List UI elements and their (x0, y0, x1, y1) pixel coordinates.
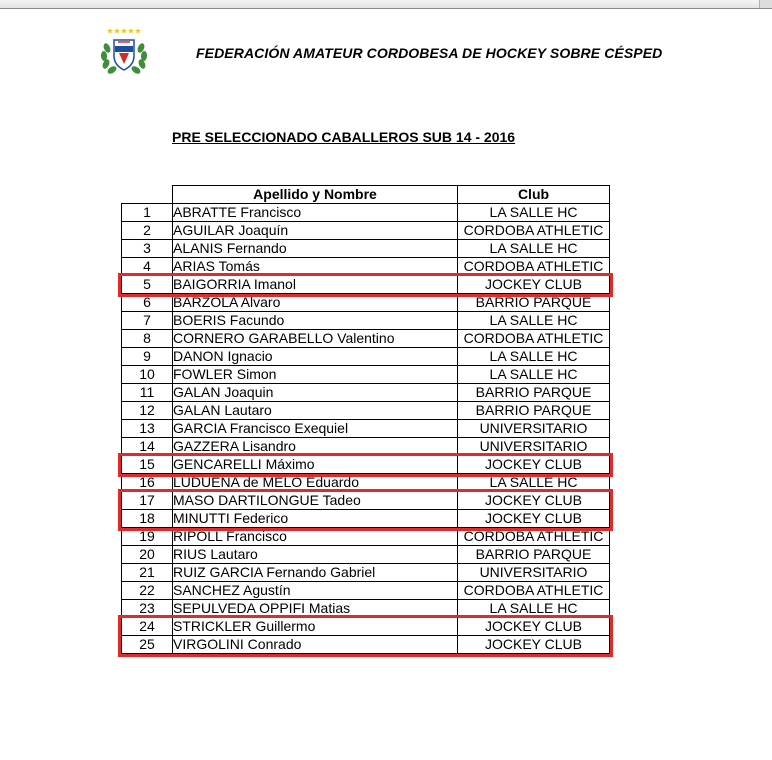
player-number: 3 (122, 240, 173, 258)
table-row (122, 204, 610, 222)
table-row (122, 222, 610, 240)
player-name: DANON Ignacio (173, 348, 458, 366)
player-number: 12 (122, 402, 173, 420)
player-club: UNIVERSITARIO (458, 420, 610, 438)
player-number: 22 (122, 582, 173, 600)
player-club: UNIVERSITARIO (458, 438, 610, 456)
federation-title: FEDERACIÓN AMATEUR CORDOBESA DE HOCKEY SOBRE CÉSPED (196, 45, 663, 61)
player-number: 13 (122, 420, 173, 438)
player-name: GALAN Joaquin (173, 384, 458, 402)
scrollbar-corner (759, 0, 772, 8)
player-club: UNIVERSITARIO (458, 564, 610, 582)
player-club: CORDOBA ATHLETIC (458, 330, 610, 348)
player-club: LA SALLE HC (458, 240, 610, 258)
player-club: JOCKEY CLUB (458, 510, 610, 528)
player-name: GALAN Lautaro (173, 402, 458, 420)
table-row (122, 312, 610, 330)
player-name: AGUILAR Joaquín (173, 222, 458, 240)
player-name: BOERIS Facundo (173, 312, 458, 330)
table-row (122, 384, 610, 402)
player-name: RUIZ GARCIA Fernando Gabriel (173, 564, 458, 582)
document-title: PRE SELECCIONADO CABALLEROS SUB 14 - 2016 (172, 129, 516, 145)
table-row (122, 294, 610, 312)
viewer-top-edge (0, 0, 772, 9)
player-name: BARZOLA Alvaro (173, 294, 458, 312)
table-row (122, 528, 610, 546)
player-club: BARRIO PARQUE (458, 294, 610, 312)
table-row (122, 276, 610, 294)
table-row (122, 402, 610, 420)
player-club: BARRIO PARQUE (458, 402, 610, 420)
star-icon (128, 28, 134, 34)
player-club: JOCKEY CLUB (458, 492, 610, 510)
table-row (122, 582, 610, 600)
player-club: CORDOBA ATHLETIC (458, 582, 610, 600)
table-row (122, 546, 610, 564)
federation-logo (98, 26, 150, 78)
player-club: CORDOBA ATHLETIC (458, 258, 610, 276)
player-number: 2 (122, 222, 173, 240)
player-name: FOWLER Simon (173, 366, 458, 384)
player-number: 15 (122, 456, 173, 474)
player-name: GENCARELLI Máximo (173, 456, 458, 474)
player-club: CORDOBA ATHLETIC (458, 528, 610, 546)
player-name: VIRGOLINI Conrado (173, 636, 458, 654)
player-number: 11 (122, 384, 173, 402)
player-number: 6 (122, 294, 173, 312)
table-header-row (122, 186, 610, 204)
player-name: MASO DARTILONGUE Tadeo (173, 492, 458, 510)
table-row (122, 618, 610, 636)
player-number: 16 (122, 474, 173, 492)
player-name: GARCIA Francisco Exequiel (173, 420, 458, 438)
player-name: ARIAS Tomás (173, 258, 458, 276)
player-name: RIUS Lautaro (173, 546, 458, 564)
player-name: RIPOLL Francisco (173, 528, 458, 546)
player-name: LUDUEÑA de MELO Eduardo (173, 474, 458, 492)
player-club: BARRIO PARQUE (458, 384, 610, 402)
shield-icon (114, 40, 134, 70)
player-club: LA SALLE HC (458, 366, 610, 384)
logo-stars (107, 28, 141, 34)
player-name: MINUTTI Federico (173, 510, 458, 528)
column-header-name: Apellido y Nombre (173, 186, 458, 204)
table-row (122, 438, 610, 456)
player-club: JOCKEY CLUB (458, 456, 610, 474)
player-number: 25 (122, 636, 173, 654)
player-club: BARRIO PARQUE (458, 546, 610, 564)
player-number: 17 (122, 492, 173, 510)
table-row (122, 240, 610, 258)
player-number: 20 (122, 546, 173, 564)
player-number: 24 (122, 618, 173, 636)
table-row (122, 636, 610, 654)
column-header-club: Club (458, 186, 610, 204)
roster-body (122, 204, 610, 654)
table-row (122, 510, 610, 528)
player-number: 14 (122, 438, 173, 456)
table-row (122, 600, 610, 618)
table-row (122, 366, 610, 384)
table-row (122, 564, 610, 582)
player-roster-table (121, 185, 610, 654)
star-icon (121, 28, 127, 34)
star-icon (114, 28, 120, 34)
player-name: SANCHEZ Agustín (173, 582, 458, 600)
player-number: 5 (122, 276, 173, 294)
player-club: LA SALLE HC (458, 474, 610, 492)
player-number: 4 (122, 258, 173, 276)
player-number: 21 (122, 564, 173, 582)
table-row (122, 474, 610, 492)
table-row (122, 330, 610, 348)
table-row (122, 258, 610, 276)
player-number: 18 (122, 510, 173, 528)
table-row (122, 420, 610, 438)
player-name: STRICKLER Guillermo (173, 618, 458, 636)
player-number: 19 (122, 528, 173, 546)
table-row (122, 456, 610, 474)
player-club: CORDOBA ATHLETIC (458, 222, 610, 240)
player-club: JOCKEY CLUB (458, 636, 610, 654)
column-header-number (122, 186, 173, 204)
player-number: 8 (122, 330, 173, 348)
player-number: 7 (122, 312, 173, 330)
star-icon (135, 28, 141, 34)
table-row (122, 492, 610, 510)
player-club: JOCKEY CLUB (458, 618, 610, 636)
player-name: ABRATTE Francisco (173, 204, 458, 222)
player-club: LA SALLE HC (458, 312, 610, 330)
player-club: LA SALLE HC (458, 348, 610, 366)
player-number: 23 (122, 600, 173, 618)
player-club: LA SALLE HC (458, 204, 610, 222)
player-name: SEPULVEDA OPPIFI Matias (173, 600, 458, 618)
table-row (122, 348, 610, 366)
player-name: CORNERO GARABELLO Valentino (173, 330, 458, 348)
player-club: LA SALLE HC (458, 600, 610, 618)
player-name: GAZZERA Lisandro (173, 438, 458, 456)
player-name: ALANIS Fernando (173, 240, 458, 258)
star-icon (107, 28, 113, 34)
player-club: JOCKEY CLUB (458, 276, 610, 294)
player-number: 9 (122, 348, 173, 366)
player-number: 10 (122, 366, 173, 384)
player-number: 1 (122, 204, 173, 222)
player-name: BAIGORRIA Imanol (173, 276, 458, 294)
